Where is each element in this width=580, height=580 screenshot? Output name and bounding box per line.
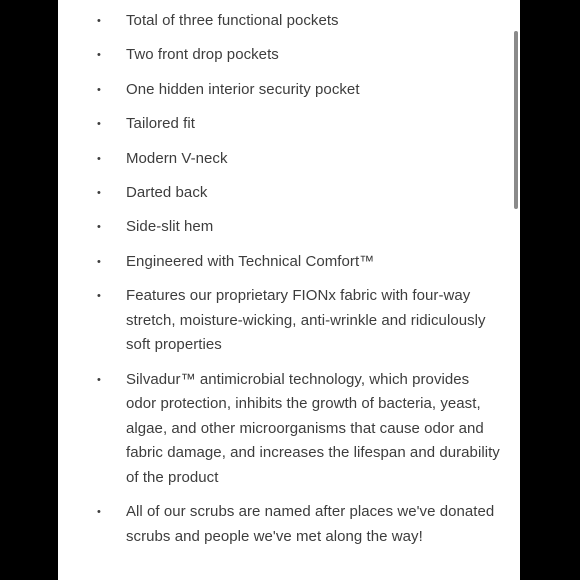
- list-item: [58, 112, 503, 137]
- list-item-text: Modern V-neck: [126, 149, 228, 167]
- list-item: [58, 284, 503, 358]
- vertical-scrollbar[interactable]: [512, 0, 520, 580]
- list-item-text: Silvadur™ antimicrobial technology, which provides odor protection, inhibits the growth of bacteria, yeast, algae, and other microorganisms that cause odor and fabric damage, and increases the lifespan and durability of the product: [126, 370, 500, 487]
- list-item-text: Total of three functional pockets: [126, 12, 339, 29]
- list-item: [58, 215, 503, 240]
- list-item-text: Darted back: [126, 183, 208, 201]
- bullet-icon: •: [97, 506, 101, 519]
- list-item: [58, 181, 503, 206]
- list-item-text: Side-slit hem: [126, 218, 214, 236]
- list-item-text: One hidden interior security pocket: [126, 80, 360, 98]
- list-item-text: Features our proprietary FIONx fabric with four-way stretch, moisture-wicking, anti-wrinkle and ridiculously soft properties: [126, 287, 486, 354]
- list-item-text: Two front drop pockets: [126, 46, 279, 64]
- list-item: [58, 500, 503, 549]
- list-item: [58, 9, 503, 34]
- product-details-panel: [58, 0, 520, 580]
- list-item-text: Tailored fit: [126, 115, 195, 133]
- list-item: [58, 250, 503, 275]
- list-item-text: All of our scrubs are named after places we've donated scrubs and people we've met along the way!: [126, 503, 495, 546]
- feature-list: [58, 9, 503, 559]
- bullet-icon: •: [97, 373, 101, 386]
- bullet-icon: •: [97, 118, 101, 131]
- bullet-icon: •: [97, 221, 101, 234]
- bullet-icon: •: [97, 49, 101, 62]
- list-item-text: Engineered with Technical Comfort™: [126, 252, 375, 270]
- bullet-icon: •: [97, 83, 101, 96]
- bullet-icon: •: [97, 186, 101, 199]
- list-item: [58, 43, 503, 68]
- bullet-icon: •: [97, 255, 101, 268]
- list-item: [58, 78, 503, 103]
- bullet-icon: •: [97, 290, 101, 303]
- bullet-icon: •: [97, 152, 101, 165]
- list-item: [58, 147, 503, 172]
- list-item: [58, 368, 503, 491]
- bullet-icon: •: [97, 15, 101, 27]
- scrollbar-thumb[interactable]: [514, 31, 518, 209]
